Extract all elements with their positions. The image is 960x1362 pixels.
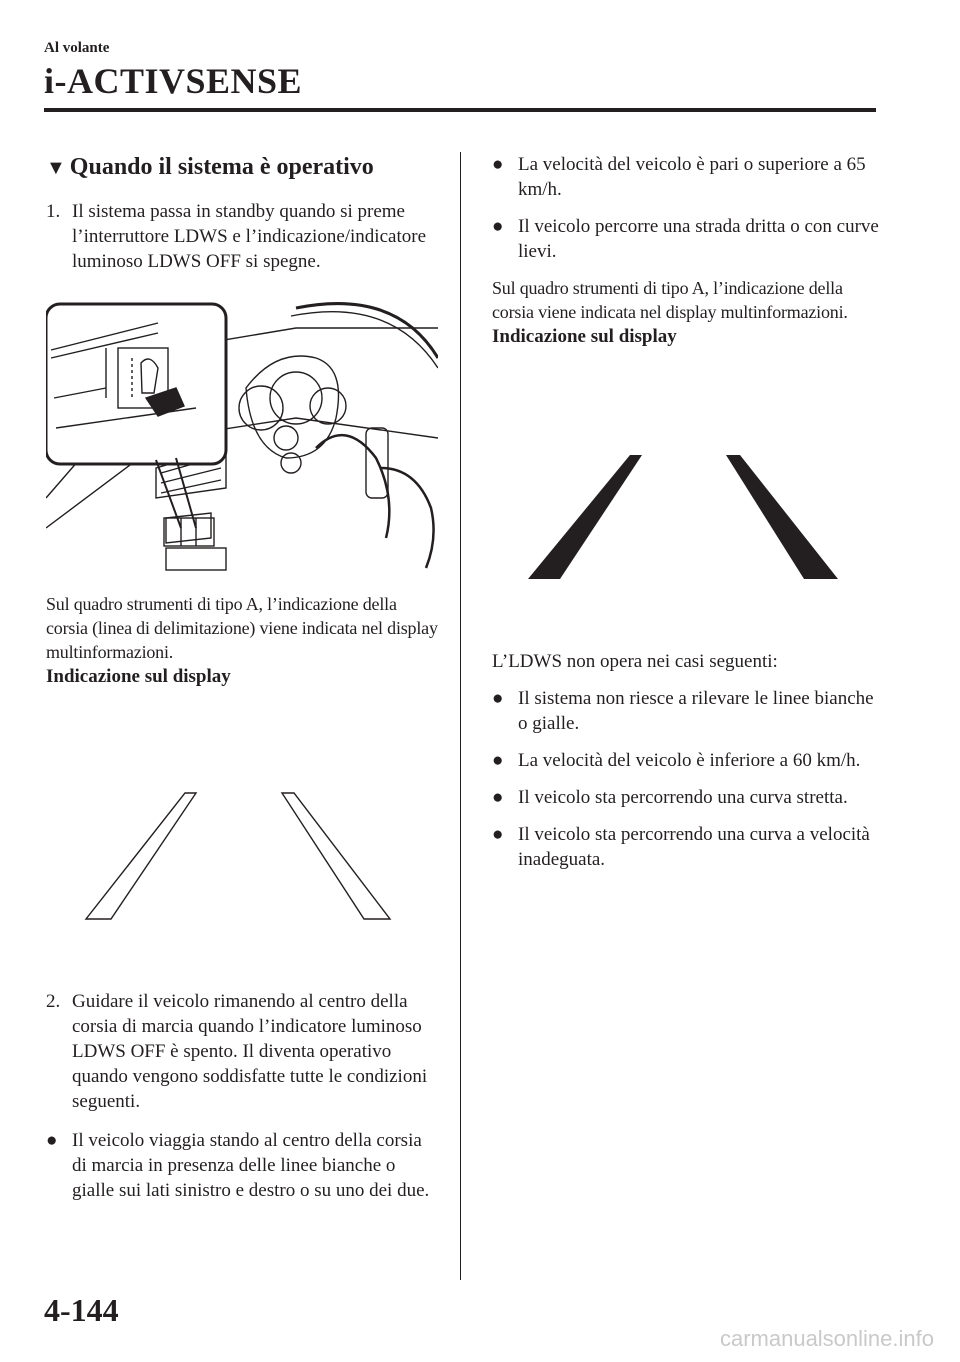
lane-lines-outline-illustration	[46, 689, 438, 989]
bullet-icon: ●	[492, 824, 504, 845]
bullet-icon: ●	[492, 787, 504, 808]
bullet-icon: ●	[492, 688, 504, 709]
section-label: Al volante	[44, 40, 110, 56]
display-label: Indicazione sul display	[492, 326, 677, 347]
list-item-text: Il sistema non riesce a rilevare le linee bianche o gialle.	[518, 688, 874, 734]
bullet-icon: ●	[46, 1130, 58, 1151]
step-1	[46, 199, 438, 274]
list-item-text: Il veicolo sta percorrendo una curva stretta.	[518, 787, 848, 808]
column-divider	[460, 152, 461, 1280]
step-text: Il sistema passa in standby quando si preme l’interruttore LDWS e l’indicazione/indicatore luminoso LDWS OFF si spegne.	[72, 201, 426, 272]
page-title: i-ACTIVSENSE	[44, 61, 303, 101]
watermark-url: carmanualsonline.info	[719, 1326, 934, 1351]
bullet-icon: ●	[492, 750, 504, 771]
step-2	[46, 989, 438, 1114]
step-number: 1.	[46, 201, 61, 222]
paragraph: Sul quadro strumenti di tipo A, l’indicazione della corsia viene indicata nel display multinformazioni.	[492, 278, 848, 322]
list-item	[492, 152, 882, 202]
dashboard-illustration	[46, 288, 438, 578]
paragraph: Sul quadro strumenti di tipo A, l’indicazione della corsia (linea di delimitazione) viene indicata nel display multinformazioni.	[46, 594, 438, 662]
list-item-text: Il veicolo percorre una strada dritta o con curve lievi.	[518, 216, 879, 262]
bullet-icon: ●	[492, 154, 504, 175]
bullet-icon: ●	[492, 216, 504, 237]
list-item	[46, 1128, 438, 1203]
left-column	[46, 152, 438, 1215]
list-item	[492, 822, 882, 872]
list-item-text: Il veicolo viaggia stando al centro della corsia di marcia in presenza delle linee bianche o gialle sui lati sinistro e destro o su uno dei due.	[72, 1130, 430, 1201]
list-item	[492, 214, 882, 264]
list-item-text: La velocità del veicolo è inferiore a 60 km/h.	[518, 750, 861, 771]
header-rule	[44, 108, 876, 112]
right-column	[492, 152, 882, 884]
list-item	[492, 785, 882, 810]
lane-lines-solid-illustration	[492, 349, 882, 649]
list-item	[492, 686, 882, 736]
display-label: Indicazione sul display	[46, 666, 231, 687]
list-item	[492, 748, 882, 773]
section-heading-text: Quando il sistema è operativo	[69, 154, 374, 180]
list-item-text: La velocità del veicolo è pari o superiore a 65 km/h.	[518, 154, 866, 200]
section-heading	[46, 152, 438, 183]
step-number: 2.	[46, 991, 61, 1012]
paragraph: L’LDWS non opera nei casi seguenti:	[492, 651, 778, 672]
list-item-text: Il veicolo sta percorrendo una curva a velocità inadeguata.	[518, 824, 870, 870]
triangle-down-icon: ▼	[46, 157, 66, 179]
step-text: Guidare il veicolo rimanendo al centro della corsia di marcia quando l’indicatore luminoso LDWS OFF è spento. Il diventa operativo quando vengono soddisfatte tutte le condizioni seguenti.	[72, 991, 428, 1112]
page-number: 4-144	[44, 1292, 119, 1328]
